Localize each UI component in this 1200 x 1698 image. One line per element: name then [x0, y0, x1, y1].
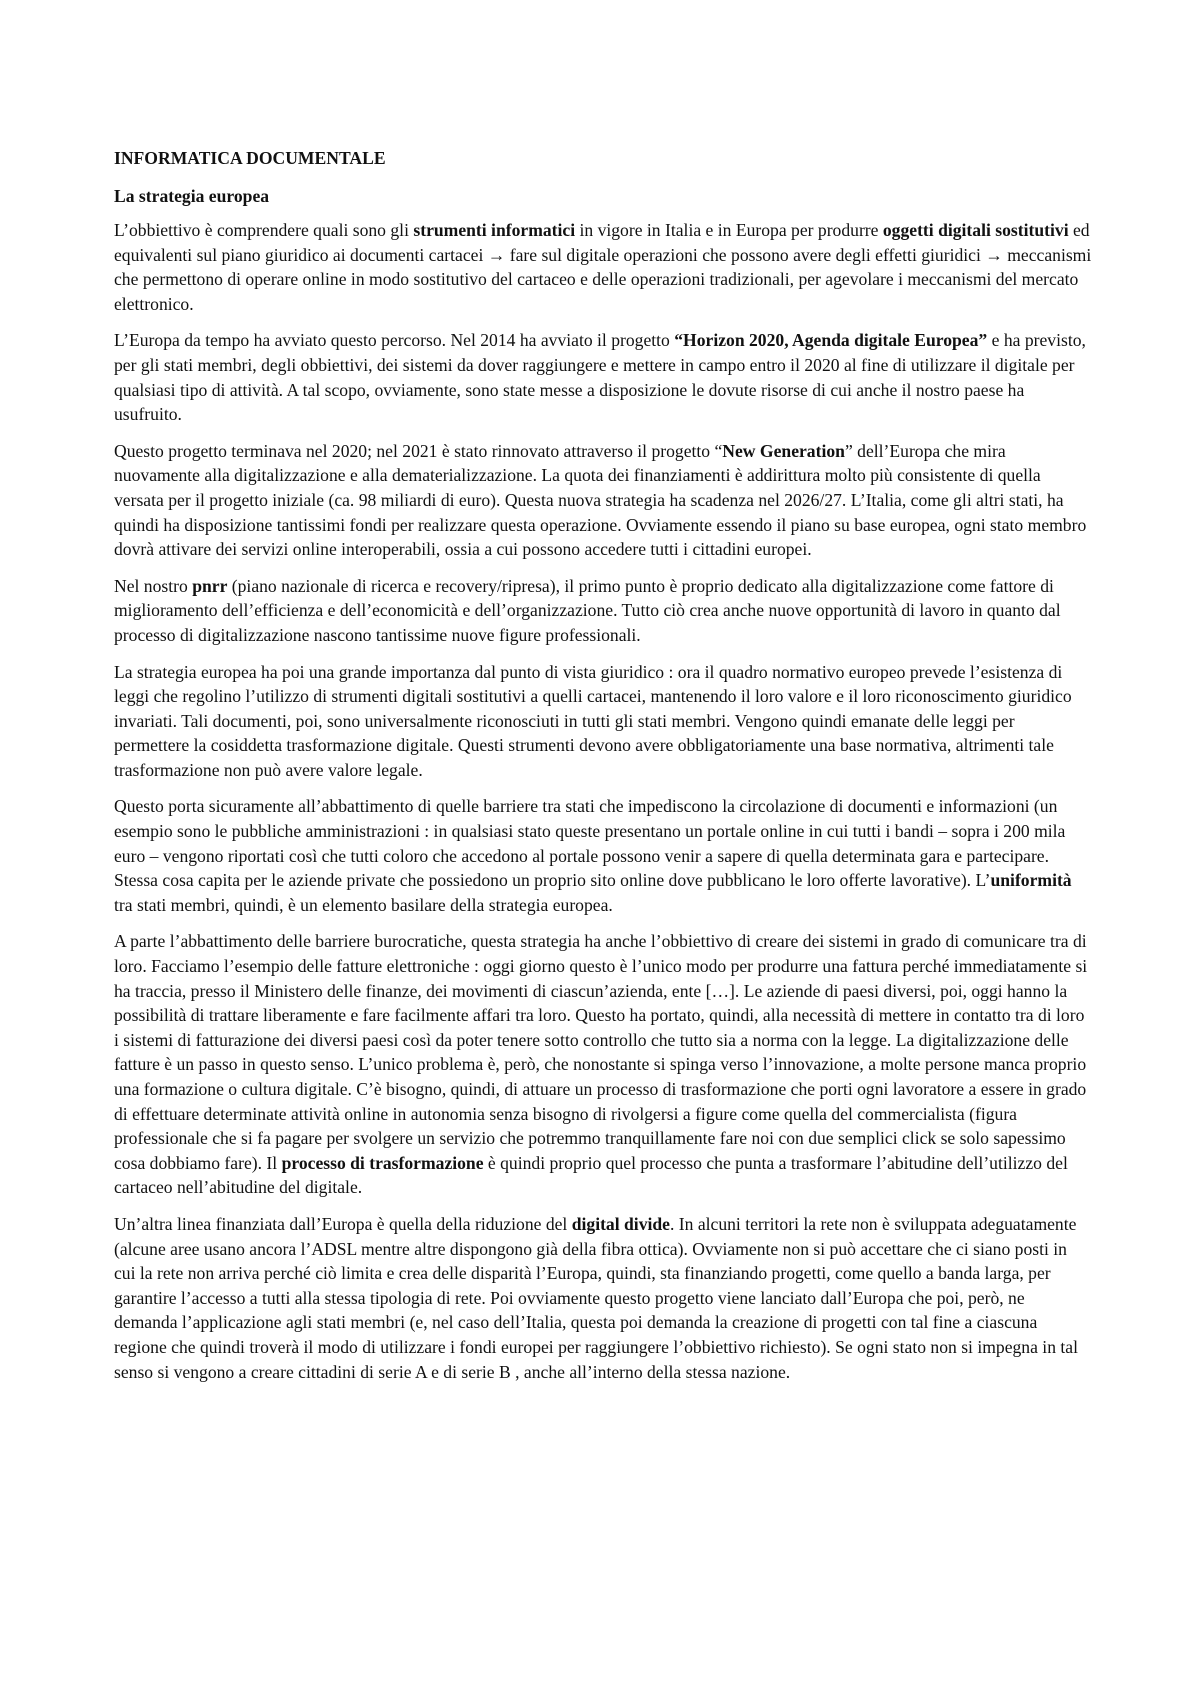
text-run: tra stati membri, quindi, è un elemento basilare della strategia europea. — [114, 894, 613, 915]
paragraph — [114, 1212, 1092, 1384]
text-run: (piano nazionale di ricerca e recovery/ripresa), il primo punto è proprio dedicato alla digitalizzazione come fattore di miglioramento dell’efficienza e dell’economicità e dell’organizzazione. Tutto ciò crea anche nuove opportunità di lavoro in quanto dal processo di digitalizzazione nascono tantissime nuove figure professionali. — [114, 575, 1061, 645]
text-run: ” dell’Europa che mira nuovamente alla digitalizzazione e alla dematerializzazione. La quota dei finanziamenti è addirittura molto più consistente di quella versata per il progetto iniziale (ca. 98 miliardi di euro). Questa nuova strategia ha scadenza nel 2026/27. L’Italia, come gli altri stati, ha quindi ha disposizione tantissimi fondi per realizzare questa operazione. Ovviamente essendo il piano su base europea, ogni stato membro dovrà attivare dei servizi online interoperabili, ossia a cui possono accedere tutti i cittadini europei. — [114, 440, 1087, 560]
text-run: in vigore in Italia e in Europa per produrre — [575, 220, 883, 240]
bold-text: uniformità — [990, 870, 1072, 891]
text-run: Nel nostro — [114, 575, 193, 596]
paragraph — [114, 574, 1092, 648]
document-title: INFORMATICA DOCUMENTALE — [114, 148, 386, 168]
bold-text: oggetti digitali sostitutivi — [882, 220, 1069, 240]
paragraph — [114, 328, 1092, 426]
bold-text: New Generation — [722, 440, 845, 461]
bold-text: digital divide — [571, 1213, 670, 1234]
paragraph — [114, 218, 1092, 316]
paragraph — [114, 929, 1092, 1200]
text-run: Questo porta sicuramente all’abbattimento di quelle barriere tra stati che impediscono la circolazione di documenti e informazioni (un esempio sono le pubbliche amministrazioni : in qualsiasi stato queste presentano un portale online in cui tutti i bandi – sopra i 200 mila euro – vengono riportati così che tutti coloro che accedono al portale possono venir a sapere di quella determinata gara e partecipare. Stessa cosa capita per le aziende private che possiedono un proprio sito online dove pubblicano le loro offerte lavorative). L’ — [114, 796, 1066, 891]
text-run: Un’altra linea finanziata dall’Europa è quella della riduzione del — [114, 1213, 572, 1234]
text-run: L’obbiettivo è comprendere quali sono gli — [114, 220, 414, 240]
section-title: La strategia europea — [114, 186, 270, 206]
document-body — [114, 218, 1092, 1384]
bold-text: processo di trasformazione — [281, 1152, 484, 1173]
text-run: L’Europa da tempo ha avviato questo percorso. Nel 2014 ha avviato il progetto — [114, 330, 675, 351]
paragraph — [114, 439, 1092, 562]
paragraph — [114, 794, 1092, 917]
text-run: e ha previsto, per gli stati membri, degli obbiettivi, dei sistemi da dover raggiungere e mettere in campo entro il 2020 al fine di utilizzare il digitale per qualsiasi tipo di attività. A tal scopo, ovviamente, sono state messe a disposizione le dovute risorse di cui anche il nostro paese ha usufruito. — [114, 330, 1086, 425]
paragraph — [114, 660, 1092, 783]
text-run: Questo progetto terminava nel 2020; nel 2021 è stato rinnovato attraverso il progetto “ — [114, 440, 723, 461]
text-run: La strategia europea ha poi una grande importanza dal punto di vista giuridico : ora il quadro normativo europeo prevede l’esistenza di leggi che regolino l’utilizzo di strumenti digitali sostitutivi a quelli cartacei, mantenendo il loro valore e il loro riconoscimento giuridico invariati. Tali documenti, poi, sono universalmente riconosciuti in tutti gli stati membri. Vengono quindi emanate delle leggi per permettere la cosiddetta trasformazione digitale. Questi strumenti devono avere obbligatoriamente una base normativa, altrimenti tale trasformazione non può avere valore legale. — [114, 661, 1072, 780]
text-run: ed equivalenti sul piano giuridico ai documenti cartacei → fare sul digitale operazioni che possono avere degli effetti giuridici → meccanismi che permettono di operare online in modo sostitutivo del cartaceo e delle operazioni tradizionali, per agevolare i meccanismi del mercato elettronico. — [114, 220, 1092, 314]
bold-text: “Horizon 2020, Agenda digitale Europea” — [674, 330, 988, 351]
text-run: . In alcuni territori la rete non è sviluppata adeguatamente (alcune aree usano ancora l’ADSL mentre altre dispongono già della fibra ottica). Ovviamente non si può accettare che ci siano posti in cui la rete non arriva perché ciò limita e crea delle disparità l’Europa, quindi, sta finanziando progetti, come quello a banda larga, per garantire l’accesso a tutti alla stessa tipologia di rete. Poi ovviamente questo progetto viene lanciato dall’Europa che poi, però, ne demanda l’applicazione agli stati membri (e, nel caso dell’Italia, questa poi demanda la creazione di progetti con tal fine a ciascuna regione che quindi troverà il modo di utilizzare i fondi europei per raggiungere l’obbiettivo richiesto). Se ogni stato non si impegna in tal senso si vengono a creare cittadini di serie A e di serie B , anche all’interno della stessa nazione. — [114, 1213, 1078, 1382]
text-run: A parte l’abbattimento delle barriere burocratiche, questa strategia ha anche l’obbiettivo di creare dei sistemi in grado di comunicare tra di loro. Facciamo l’esempio delle fatture elettroniche : oggi giorno questo è l’unico modo per produrre una fattura perché immediatamente si ha traccia, presso il Ministero delle finanze, dei movimenti di ciascun’azienda, ente […]. Le aziende di paesi diversi, poi, oggi hanno la possibilità di trattare liberamente e fare facilmente affari tra loro. Questo ha portato, quindi, alla necessità di mettere in contatto tra di loro i sistemi di fatturazione dei diversi paesi così da poter tenere sotto controllo che tutto sia a norma con la legge. La digitalizzazione delle fatture è un passo in questo senso. L’unico problema è, però, che nonostante si spinga verso l’innovazione, a molte persone manca proprio una formazione o cultura digitale. C’è bisogno, quindi, di attuare un processo di trasformazione che porti ogni lavoratore a essere in grado di effettuare determinate attività online in autonomia senza bisogno di rivolgersi a figure come quella del commercialista (figura professionale che si fa pagare per svolgere un servizio che potremmo tranquillamente fare noi con due semplici click se solo sapessimo cosa dobbiamo fare). Il — [114, 931, 1088, 1173]
text-run: è quindi proprio quel processo che punta a trasformare l’abitudine dell’utilizzo del cartaceo nell’abitudine del digitale. — [114, 1152, 1068, 1198]
bold-text: strumenti informatici — [413, 220, 576, 240]
bold-text: pnrr — [192, 575, 228, 596]
